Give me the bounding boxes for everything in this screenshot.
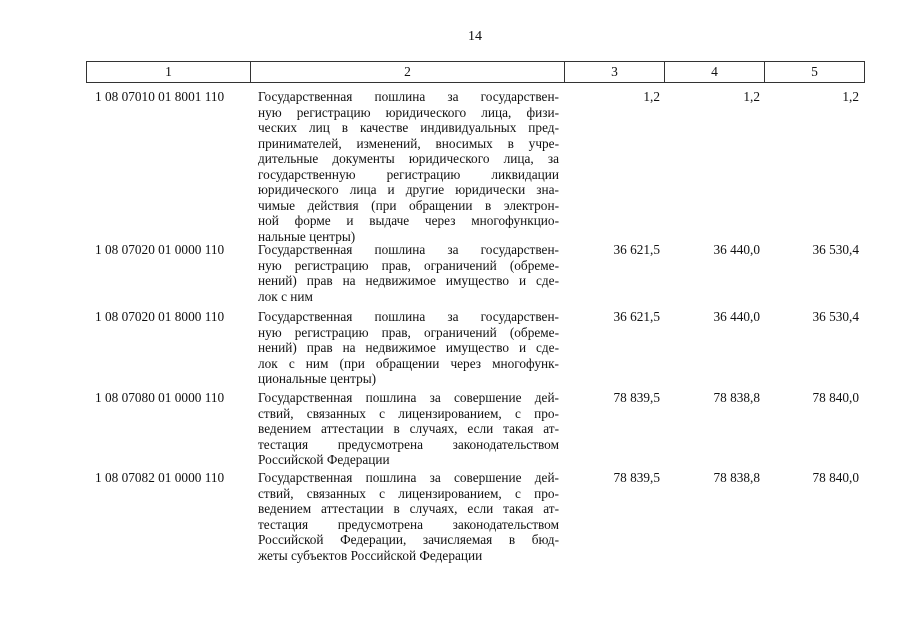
table-header-row [86,61,865,83]
description-line: нальные центры) [258,228,356,244]
budget-code: 1 08 07082 01 0000 110 [95,470,225,485]
description-line: ную регистрацию прав, ограничений (обреме- [258,257,559,273]
value-col-4: 1,2 [743,89,760,104]
description-line: ную регистрацию прав, ограничений (обреме- [258,324,559,340]
description-line: лок с ним [258,288,313,304]
description-line: тестация предусмотрена законодательством [258,436,559,452]
value-col-5: 36 530,4 [812,309,859,324]
description-line: Российской Федерации, зачисляемая в бюд- [258,532,559,547]
value-col-4: 78 838,8 [713,470,760,485]
row-description [258,470,559,563]
description-line: государственную регистрацию ликвидации [258,166,559,182]
row-description [258,390,559,468]
description-line: Государственная пошлина за государствен- [258,89,559,104]
description-line: ствий, связанных с лицензированием, с про- [258,405,559,421]
budget-code: 1 08 07010 01 8001 110 [95,89,225,104]
value-col-4: 36 440,0 [713,242,760,257]
description-line: циональные центры) [258,371,377,386]
value-col-5: 1,2 [842,89,859,104]
row-description [258,309,559,387]
value-col-3: 78 839,5 [613,390,660,405]
value-col-5: 78 840,0 [812,470,859,485]
header-col-2: 2 [251,62,565,82]
description-line: ведением аттестации в случаях, если такая ат- [258,421,559,436]
description-line: чимые действия (при обращении в электрон- [258,197,559,213]
value-col-3: 78 839,5 [613,470,660,485]
description-line: ную регистрацию юридического лица, физи- [258,104,559,120]
budget-code: 1 08 07020 01 0000 110 [95,242,225,257]
value-col-5: 78 840,0 [812,390,859,405]
budget-code: 1 08 07080 01 0000 110 [95,390,225,405]
description-line: ствий, связанных с лицензированием, с про- [258,485,559,501]
header-col-3: 3 [565,62,665,82]
budget-code: 1 08 07020 01 8000 110 [95,309,225,324]
description-line: жеты субъектов Российской Федерации [258,547,483,563]
page-number: 14 [468,29,482,44]
description-line: нений) прав на недвижимое имущество и сде- [258,340,559,355]
description-line: Государственная пошлина за государствен- [258,242,559,257]
header-col-5: 5 [811,64,818,79]
description-line: Российской Федерации [258,452,390,467]
row-description [258,89,559,244]
value-col-3: 1,2 [643,89,660,104]
description-line: Государственная пошлина за государствен- [258,309,559,324]
description-line: Государственная пошлина за совершение дей- [258,390,559,405]
description-line: ческих лиц в качестве индивидуальных пред- [258,120,559,135]
value-col-4: 36 440,0 [713,309,760,324]
description-line: лок с ним (при обращении через многофунк- [258,355,559,371]
row-description [258,242,559,304]
description-line: тестация предусмотрена законодательством [258,516,559,532]
description-line: принимателей, изменений, вносимых в учре- [258,135,559,151]
description-line: Государственная пошлина за совершение дей- [258,470,559,485]
header-col-4: 4 [665,62,765,82]
value-col-5: 36 530,4 [812,242,859,257]
value-col-3: 36 621,5 [613,242,660,257]
header-col-1: 1 [87,62,251,82]
description-line: ведением аттестации в случаях, если такая ат- [258,501,559,516]
description-line: юридического лица и другие юридически зна- [258,182,559,197]
value-col-3: 36 621,5 [613,309,660,324]
value-col-4: 78 838,8 [713,390,760,405]
description-line: нений) прав на недвижимое имущество и сде- [258,273,559,288]
description-line: ной форме и выдаче через многофункцио- [258,213,559,228]
description-line: дительные документы юридического лица, за [258,151,559,166]
